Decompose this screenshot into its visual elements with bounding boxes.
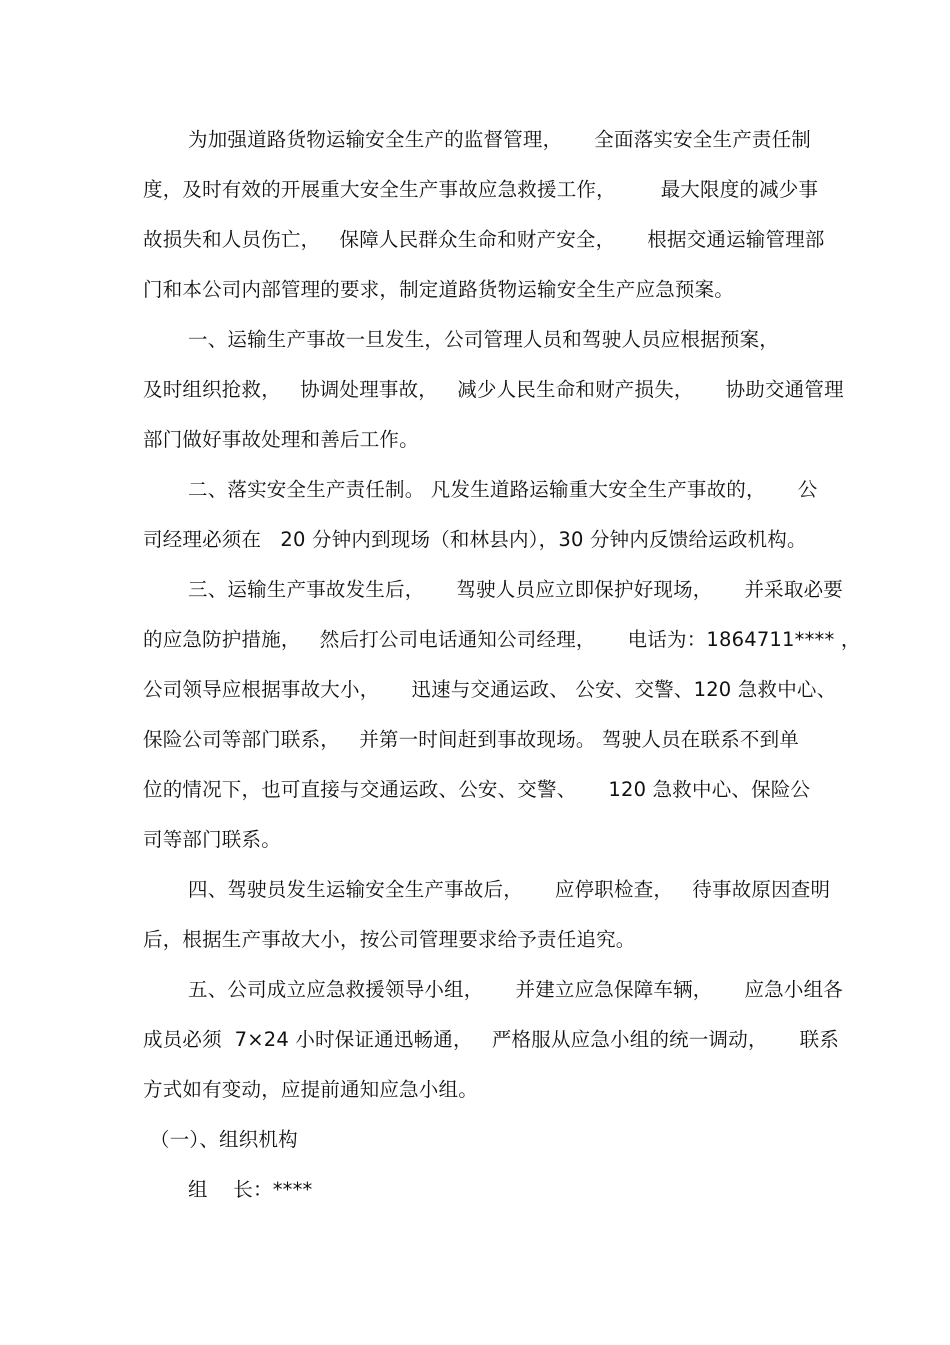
text-line: 一、运输生产事故一旦发生，公司管理人员和驾驶人员应根据预案， [188, 328, 780, 351]
text-line: 司等部门联系。 [143, 828, 281, 851]
text-line: 度，及时有效的开展重大安全生产事故应急救援工作， 最大限度的减少事 [143, 178, 819, 201]
text-line: 及时组织抢救， 协调处理事故， 减少人民生命和财产损失， 协助交通管理 [143, 378, 844, 401]
text-line: 位的情况下，也可直接与交通运政、公安、交警、 120 急救中心、保险公 [143, 778, 811, 801]
text-line: 公司领导应根据事故大小， 迅速与交通运政、 公安、交警、120 急救中心、 [143, 678, 837, 701]
text-line: 二、落实安全生产责任制。 凡发生道路运输重大安全生产事故的， 公 [188, 478, 818, 501]
text-line: 保险公司等部门联系， 并第一时间赶到事故现场。 驾驶人员在联系不到单 [143, 728, 799, 751]
text-line: 成员必须 7×24 小时保证通迅畅通， 严格服从应急小组的统一调动， 联系 [143, 1028, 840, 1051]
text-line: 为加强道路货物运输安全生产的监督管理， 全面落实安全生产责任制 [188, 128, 811, 151]
text-line: 组 长：**** [188, 1178, 313, 1201]
text-line: 门和本公司内部管理的要求，制定道路货物运输安全生产应急预案。 [143, 278, 735, 301]
text-line: 部门做好事故处理和善后工作。 [143, 428, 419, 451]
text-line: 后，根据生产事故大小，按公司管理要求给予责任追究。 [143, 928, 636, 951]
section-heading: （一）、组织机构 [150, 1128, 298, 1151]
text-line: 故损失和人员伤亡， 保障人民群众生命和财产安全， 根据交通运输管理部 [143, 228, 825, 251]
text-line: 五、公司成立应急救援领导小组， 并建立应急保障车辆， 应急小组各 [188, 978, 843, 1001]
text-line: 的应急防护措施， 然后打公司电话通知公司经理， 电话为：1864711**** ， [143, 628, 861, 651]
text-line: 四、驾驶员发生运输安全生产事故后， 应停职检查， 待事故原因查明 [188, 878, 831, 901]
text-line: 三、运输生产事故发生后， 驾驶人员应立即保护好现场， 并采取必要 [188, 578, 843, 601]
text-line: 方式如有变动，应提前通知应急小组。 [143, 1078, 478, 1101]
text-line: 司经理必须在 20 分钟内到现场（和林县内），30 分钟内反馈给运政机构。 [143, 528, 807, 551]
